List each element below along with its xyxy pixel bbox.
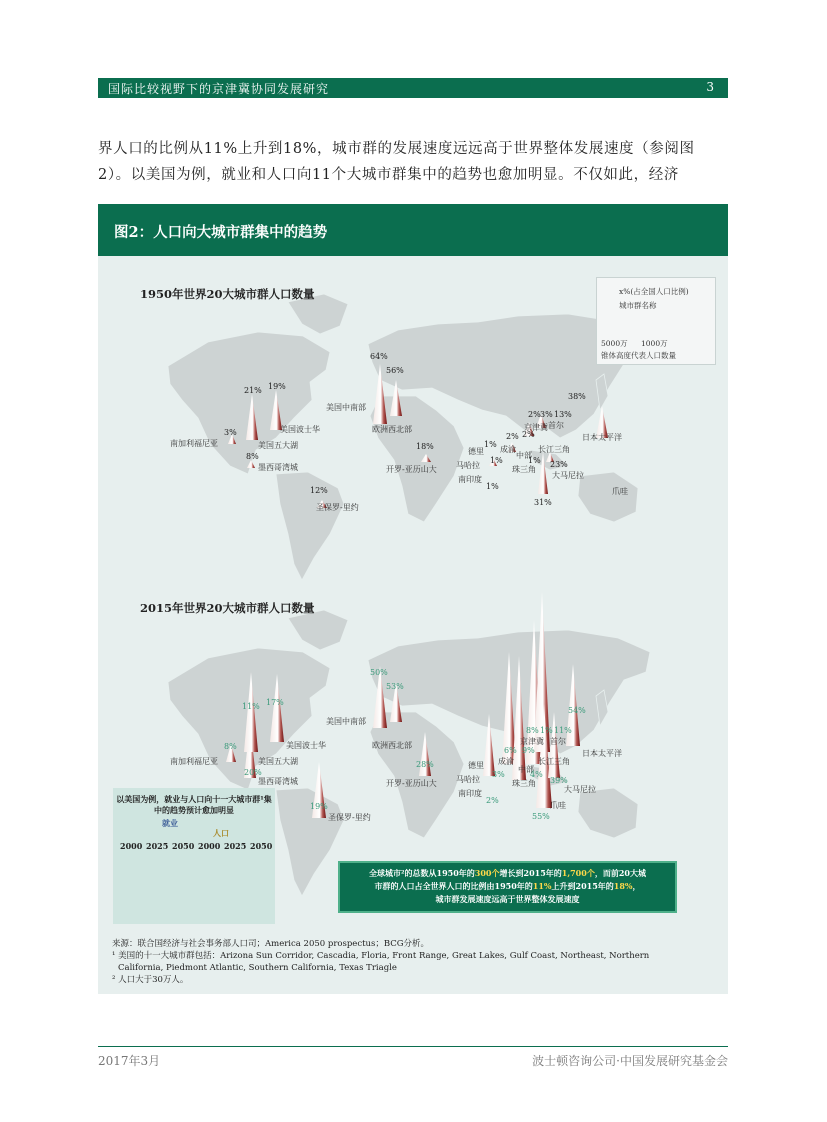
label-chengdu-2015: 成渝 — [498, 757, 514, 766]
callout-text: 上升到2015年的 — [551, 881, 614, 891]
pct-java-1950: 31% — [534, 498, 552, 507]
label-delhi-2015: 德里 — [468, 761, 484, 770]
callout-text: ，而前20大城 — [594, 868, 646, 878]
map-1950-title: 1950年世界20大城市群人口数量 — [140, 287, 315, 301]
label-boston-2015: 美国波士华 — [286, 741, 326, 750]
label-central-2015: 中部 — [518, 765, 534, 774]
callout-text: 全球城市²的总数从1950年的 — [369, 868, 475, 878]
inset-legend-employment: 就业 — [162, 818, 178, 828]
label-malaysia-2015: 马哈拉 — [456, 775, 480, 784]
pct-manila-2015: 39% — [550, 776, 568, 785]
label-delhi-1950: 德里 — [468, 447, 484, 456]
label-greatlakes-1950: 美国五大湖 — [258, 441, 298, 450]
inset-year: 2025 — [224, 841, 247, 851]
figure-title: 图2：人口向大城市群集中的趋势 — [114, 224, 328, 241]
summary-callout — [338, 861, 677, 913]
pct-socal-1950: 3% — [224, 428, 237, 437]
pct-2c-1950: 2% — [522, 430, 535, 439]
pct-cairo-2015: 28% — [416, 760, 434, 769]
legend-line-1: x%(占全国人口比例) — [619, 287, 689, 296]
inset-year: 2050 — [172, 841, 195, 851]
label-midwest-1950: 美国中南部 — [326, 403, 366, 412]
callout-highlight: 300个 — [474, 868, 500, 878]
label-cairo-2015: 开罗-亚历山大 — [386, 779, 437, 788]
pct-cairo-1950: 18% — [416, 442, 434, 451]
pct-midwest-1950: 64% — [370, 352, 388, 361]
label-central-1950: 中部 — [516, 451, 532, 460]
pct-2-2015: 2% — [486, 796, 499, 805]
header-title: 国际比较视野下的京津冀协同发展研究 — [108, 82, 330, 96]
pct-1d-1950: 1% — [486, 482, 499, 491]
label-boston-1950: 美国波士华 — [280, 425, 320, 434]
label-socal-2015: 南加利福尼亚 — [170, 757, 218, 766]
pct-3-1950: 3% — [540, 410, 553, 419]
pct-greatlakes-1950: 19% — [268, 382, 286, 391]
pct-westeu-2015: 53% — [386, 682, 404, 691]
source-line-4: ² 人口大于30万人。 — [112, 975, 189, 985]
label-jingjinji-1950: 京津冀 — [524, 423, 548, 432]
label-manila-2015: 大马尼拉 — [564, 785, 596, 794]
label-southindia-2015: 南印度 — [458, 789, 482, 798]
source-line-2: ¹ 美国的十一大城市群包括：Arizona Sun Corridor, Cascadia, Floria, Front Range, Great Lakes, Gulf Coast, Northeast, Northern — [112, 951, 650, 961]
label-yangtze-2015: 长江三角 — [538, 757, 570, 766]
pct-1c-1950: 1% — [528, 456, 541, 465]
label-pearl-2015: 珠三角 — [512, 779, 536, 788]
inset-year: 2000 — [120, 841, 143, 851]
body-paragraph — [98, 136, 728, 188]
pct-rio-1950: 12% — [310, 486, 328, 495]
label-seoul-2015: 首尔 — [550, 737, 566, 746]
pct-11-2015: 11% — [554, 726, 572, 735]
legend-size-b: 1000万 — [641, 339, 668, 348]
label-gulf-1950: 墨西哥湾城 — [258, 463, 298, 472]
map-1950-land — [168, 294, 650, 580]
label-java-2015: 爪哇 — [550, 801, 566, 810]
pct-1-2015: 1% — [540, 726, 553, 735]
inset-legend-population: 人口 — [213, 828, 229, 838]
pct-3-2015: 3% — [492, 770, 505, 779]
label-manila-1950: 大马尼拉 — [552, 471, 584, 480]
pct-1a-1950: 1% — [484, 440, 497, 449]
legend-note: 锥体高度代表人口数量 — [601, 351, 676, 360]
label-southindia-1950: 南印度 — [458, 475, 482, 484]
label-jingjinji-2015: 京津冀 — [520, 737, 544, 746]
footer-org: 波士顿咨询公司·中国发展研究基金会 — [532, 1054, 728, 1068]
label-westeu-2015: 欧洲西北部 — [372, 741, 412, 750]
page-number: 3 — [706, 80, 714, 94]
label-malaysia-1950: 马哈拉 — [456, 461, 480, 470]
label-japan-2015: 日本太平洋 — [582, 749, 622, 758]
pct-java-2015: 55% — [532, 812, 550, 821]
label-seoul-1950: 首尔 — [548, 421, 564, 430]
source-line-1: 来源：联合国经济与社会事务部人口司；America 2050 prospectus；BCG分析。 — [112, 939, 430, 949]
pct-manila-1950: 23% — [550, 460, 568, 469]
pct-1b-1950: 1% — [490, 456, 503, 465]
label-rio-2015: 圣保罗-里约 — [328, 813, 371, 822]
callout-highlight: 11% — [532, 881, 552, 891]
pct-westeu-1950: 56% — [386, 366, 404, 375]
pct-8-2015: 8% — [526, 726, 539, 735]
label-greatlakes-2015: 美国五大湖 — [258, 757, 298, 766]
pct-rio-2015: 19% — [310, 802, 328, 811]
inset-year: 2025 — [146, 841, 169, 851]
us-inset-panel — [113, 788, 275, 924]
callout-highlight: 18% — [613, 881, 633, 891]
legend-line-2: 城市群名称 — [619, 301, 657, 310]
pct-gulf-2015: 20% — [244, 768, 262, 777]
callout-text: 城市群发展速度远高于世界整体发展速度 — [435, 894, 580, 904]
pct-2b-1950: 2% — [506, 432, 519, 441]
label-java-1950: 爪哇 — [612, 487, 628, 496]
label-cairo-1950: 开罗-亚历山大 — [386, 465, 437, 474]
page-header — [98, 78, 728, 98]
pct-4-2015: 4% — [530, 770, 543, 779]
callout-text: 增长到2015年的 — [499, 868, 562, 878]
source-notes — [112, 938, 722, 986]
map-legend — [596, 277, 716, 365]
inset-year: 2000 — [198, 841, 221, 851]
figure-2 — [98, 204, 728, 994]
label-japan-1950: 日本太平洋 — [582, 433, 622, 442]
label-socal-1950: 南加利福尼亚 — [170, 439, 218, 448]
pct-socal-2015: 8% — [224, 742, 237, 751]
label-yangtze-1950: 长江三角 — [538, 445, 570, 454]
pct-japan-1950: 38% — [568, 392, 586, 401]
inset-year: 2050 — [250, 841, 273, 851]
footer-date: 2017年3月 — [98, 1054, 161, 1068]
pct-13-1950: 13% — [554, 410, 572, 419]
pct-gulf-1950: 8% — [246, 452, 259, 461]
label-rio-1950: 圣保罗-里约 — [316, 503, 359, 512]
pct-6-2015: 6% — [504, 746, 517, 755]
source-line-3: California, Piedmont Atlantic, Southern California, Texas Triagle — [118, 963, 397, 973]
label-midwest-2015: 美国中南部 — [326, 717, 366, 726]
callout-text: 市群的人口占全世界人口的比例由1950年的 — [374, 881, 533, 891]
paragraph-line-2: 2）。以美国为例，就业和人口向11个大城市群集中的趋势也愈加明显。不仅如此，经济 — [98, 167, 679, 183]
pct-greatlakes-2015: 11% — [242, 702, 260, 711]
map-2015-title: 2015年世界20大城市群人口数量 — [140, 601, 315, 615]
footer-rule — [98, 1046, 728, 1047]
callout-highlight: 1,700个 — [561, 868, 595, 878]
pct-2a-1950: 2% — [528, 410, 541, 419]
label-gulf-2015: 墨西哥湾城 — [258, 777, 298, 786]
label-pearl-1950: 珠三角 — [512, 465, 536, 474]
label-westeu-1950: 欧洲西北部 — [372, 425, 412, 434]
callout-text: ， — [632, 881, 641, 891]
pct-9-2015: 9% — [522, 746, 535, 755]
inset-title: 以美国为例，就业与人口向十一大城市群¹集中的趋势预计愈加明显 — [116, 794, 272, 815]
pct-boston-2015: 17% — [266, 698, 284, 707]
label-chengdu-1950: 成渝 — [500, 445, 516, 454]
pct-japan-2015: 54% — [568, 706, 586, 715]
legend-size-a: 5000万 — [601, 339, 628, 348]
paragraph-line-1: 界人口的比例从11%上升到18%，城市群的发展速度远远高于世界整体发展速度（参阅图 — [98, 141, 695, 157]
pct-midwest-2015: 50% — [370, 668, 388, 677]
pct-boston-1950: 21% — [244, 386, 262, 395]
